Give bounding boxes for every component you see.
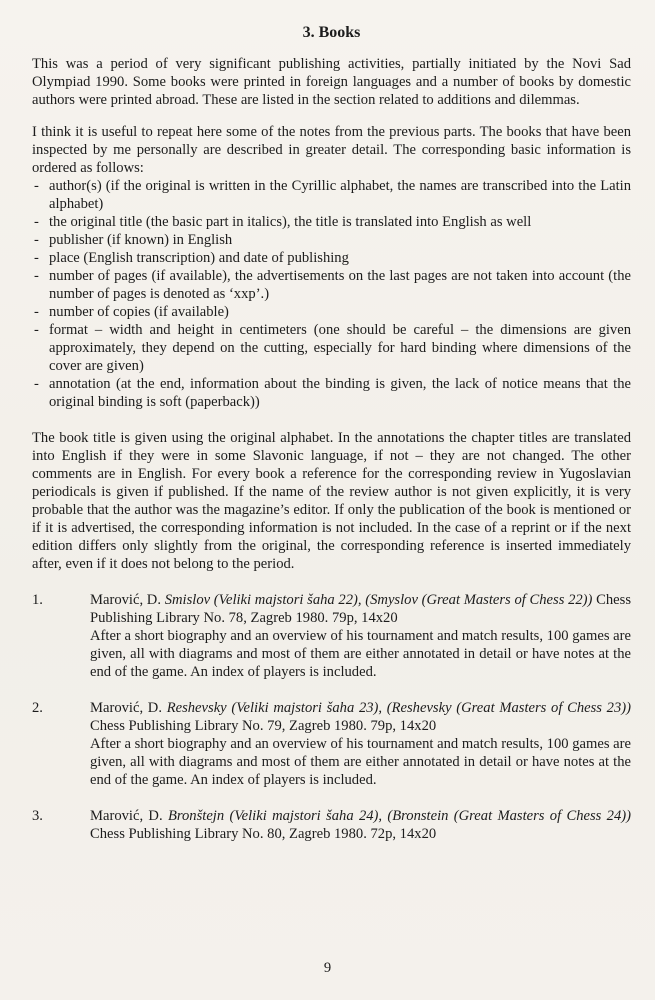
field-text: the original title (the basic part in italics), the title is translated into English as well: [49, 214, 532, 230]
book-details: Chess Publishing Library No. 80, Zagreb 1980. 72p, 14x20: [90, 826, 437, 842]
field-text: format – width and height in centimeters (one should be careful – the dimensions are given approximately, they depend on the cutting, especially for hard binding where dimensions of the cover are given): [49, 322, 631, 374]
field-item: [32, 375, 631, 411]
book-number: 3.: [32, 808, 43, 824]
field-text: place (English transcription) and date of publishing: [49, 250, 349, 266]
book-annotation: After a short biography and an overview of his tournament and match results, 100 games are given, all with diagrams and most of them are either annotated in detail or have notes at the end of the game. An index of players is included.: [90, 736, 631, 788]
book-number: 2.: [32, 700, 43, 716]
field-item: [32, 303, 631, 321]
field-text: publisher (if known) in English: [49, 232, 233, 248]
book-title: Reshevsky (Veliki majstori šaha 23), (Reshevsky (Great Masters of Chess 23)): [166, 700, 631, 716]
field-item: [32, 177, 631, 213]
dash-marker: -: [34, 268, 39, 284]
book-number: 1.: [32, 592, 43, 608]
field-list: [32, 177, 631, 411]
field-text: number of pages (if available), the advertisements on the last pages are not taken into account (the number of pages is denoted as ‘xxp’.): [49, 268, 631, 302]
book-author: Marović, D.: [90, 592, 161, 608]
dash-marker: -: [34, 376, 39, 392]
dash-marker: -: [34, 214, 39, 230]
field-text: annotation (at the end, information about the binding is given, the lack of notice means that the original binding is soft (paperback)): [49, 376, 631, 410]
book-entry: [32, 699, 631, 789]
book-details: Chess Publishing Library No. 79, Zagreb 1980. 79p, 14x20: [90, 718, 437, 734]
dash-marker: -: [34, 250, 39, 266]
dash-marker: -: [34, 304, 39, 320]
dash-marker: -: [34, 322, 39, 338]
page-number: 9: [323, 960, 332, 976]
field-item: [32, 321, 631, 375]
dash-marker: -: [34, 178, 39, 194]
book-entry: [32, 807, 631, 843]
field-item: [32, 267, 631, 303]
field-item: [32, 231, 631, 249]
book-title: Smislov (Veliki majstori šaha 22), (Smyslov (Great Masters of Chess 22)): [164, 592, 593, 608]
notes-paragraph: I think it is useful to repeat here some of the notes from the previous parts. The books that have been inspected by me personally are described in greater detail. The corresponding basic information is ordered as follows:: [32, 124, 631, 176]
book-annotation: After a short biography and an overview of his tournament and match results, 100 games are given, all with diagrams and most of them are either annotated in detail or have notes at the end of the game. An index of players is included.: [90, 628, 631, 680]
field-text: number of copies (if available): [49, 304, 229, 320]
book-author: Marović, D.: [90, 700, 162, 716]
book-details: Chess Publishing Library No. 78, Zagreb 1980. 79p, 14x20: [90, 592, 631, 626]
title-paragraph: The book title is given using the original alphabet. In the annotations the chapter titles are translated into English if they were in some Slavonic language, if not – they are not changed. The other comments are in English. For every book a reference for the corresponding review in Yugoslavian periodicals is given if published. If the name of the review author is not given explicitly, it is very probable that the author was the magazine’s editor. If only the publication of the book is mentioned or if it is advertised, the corresponding information is not included. In the case of a reprint or if the next edition differs only slightly from the original, the corresponding reference is inserted immediately after, even if it does not belong to the period.: [32, 430, 631, 572]
book-author: Marović, D.: [90, 808, 163, 824]
field-text: author(s) (if the original is written in the Cyrillic alphabet, the names are transcribed into the Latin alphabet): [49, 178, 631, 212]
intro-paragraph: This was a period of very significant publishing activities, partially initiated by the Novi Sad Olympiad 1990. Some books were printed in foreign languages and a number of books by domestic authors were printed abroad. These are listed in the section related to additions and dilemmas.: [32, 56, 631, 108]
section-title: 3. Books: [302, 24, 361, 41]
field-item: [32, 249, 631, 267]
dash-marker: -: [34, 232, 39, 248]
book-entry: [32, 591, 631, 681]
field-item: [32, 213, 631, 231]
book-list: [32, 591, 631, 843]
book-title: Bronštejn (Veliki majstori šaha 24), (Bronstein (Great Masters of Chess 24)): [167, 808, 631, 824]
